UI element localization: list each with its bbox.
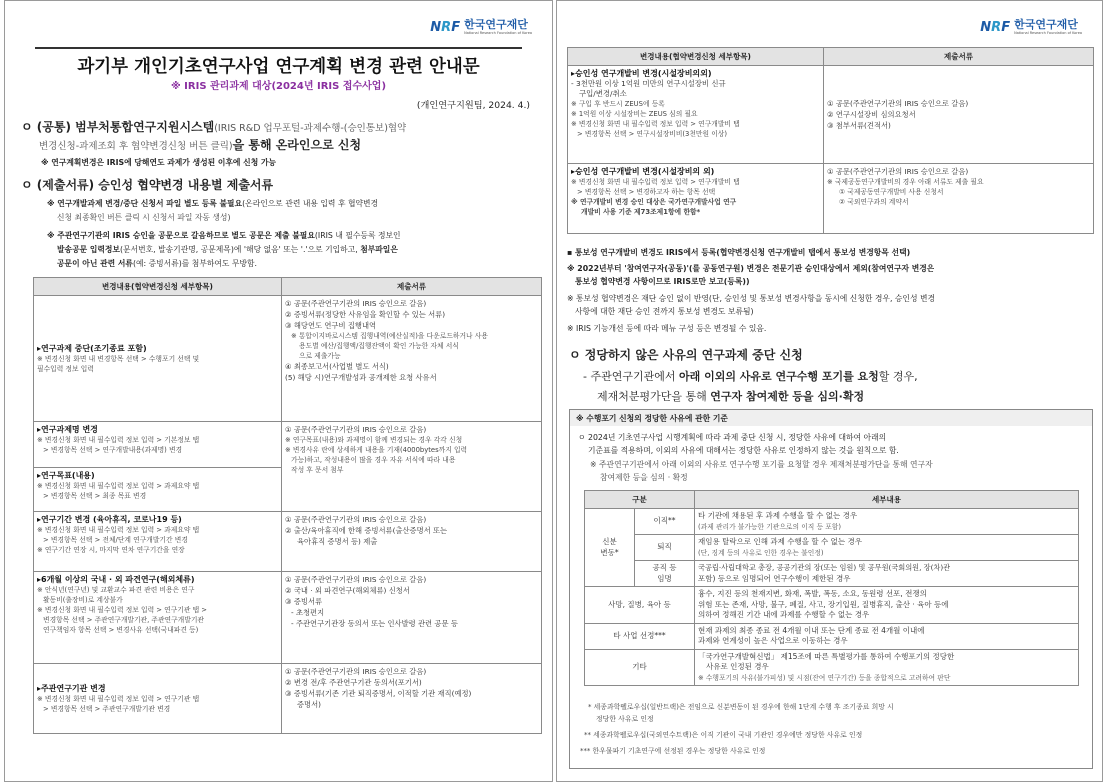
s3-l1c: 할 경우, xyxy=(878,370,918,383)
criteria-key: 기타 xyxy=(585,649,695,686)
row-sub: ※ 변경신청 화면 내 필수입력 정보 입력 > 연구개발비 탭 xyxy=(571,120,740,128)
row-sub: ※ 변경신청 화면 내 필수입력 정보 입력 > 과제요약 탭 xyxy=(37,482,200,490)
doc-item: ③ 증빙서류 xyxy=(285,597,323,606)
row-docs-cell xyxy=(282,296,542,422)
criteria-title: ※ 수행포기 신청의 정당한 사유에 관한 기준 xyxy=(576,414,728,423)
note-line: ▪ 통보성 연구개발비 변경도 IRIS에서 등록(협약변경신청 연구개발비 탭에서 통보성 변경항목 선택) xyxy=(567,248,911,257)
row-docs-cell xyxy=(282,512,542,572)
col-header-change: 변경내용(협약변경신청 세부항목) xyxy=(34,278,282,296)
s1-path2: 변경신청-과제조회 후 협약변경신청 버튼 클릭) xyxy=(39,141,233,152)
criteria-line: 타 기관에 채용된 후 과제 수행을 할 수 없는 경우 xyxy=(698,511,858,520)
org-name: 한국연구재단 xyxy=(464,18,528,31)
criteria-row xyxy=(585,561,1079,587)
row-sub: > 변경항목 선택 > 전체/단계 연구개발기간 변경 xyxy=(43,536,188,544)
doc-item: 육아휴직 증명서 등) 제출 xyxy=(297,537,378,546)
criteria-line: 사유로 인정된 경우 xyxy=(706,662,769,671)
doc-sub: ※ 국제공동연구개발비의 경우 아래 서류도 제출 필요 xyxy=(827,178,984,186)
doc-sub: ※ 통합이지바로시스템 집행내역(예산실적)을 다운로드하거나 사용 xyxy=(291,332,488,340)
row-change-cell xyxy=(34,468,282,512)
table-header-row xyxy=(34,278,542,296)
row-sub: 연구책임자 항목 선택 > 변경사유 선택(국내파견 등) xyxy=(43,626,199,634)
row-sub: 활동비(출장비)로 계상불가 xyxy=(43,596,123,604)
left-doc-table xyxy=(33,277,542,734)
criteria-row xyxy=(585,509,1079,535)
doc-item: ① 공문(주관연구기관의 IRIS 승인으로 갈음) xyxy=(827,99,969,108)
row-sub: ※ 변경신청 화면 내 필수입력 정보 입력 > 연구개발비 탭 xyxy=(571,178,740,186)
s2-heading xyxy=(21,177,273,193)
table-row xyxy=(34,512,542,572)
org-subname: National Research Foundation of Korea xyxy=(1014,31,1082,35)
criteria-p: 기준표를 적용하며, 이외의 사유에 대해서는 정당한 사유로 인정하지 않는 것을 원칙으로 함. xyxy=(588,446,899,455)
row-docs-cell xyxy=(282,664,542,734)
row-sub: ※ 변경신청 화면 내 필수입력 정보 입력 > 연구기관 탭 > xyxy=(37,606,208,614)
doc-item: ③ 해당연도 연구비 집행내역 xyxy=(285,321,377,330)
doc-sub: ※ 변경사유 란에 상세하게 내용을 기재(4000bytes까지 입력 xyxy=(285,446,468,454)
row-docs-cell xyxy=(282,572,542,664)
s2-note1 xyxy=(47,198,378,209)
org-subname: National Research Foundation of Korea xyxy=(464,31,532,35)
doc-item: ① 공문(주관연구기관의 IRIS 승인으로 갈음) xyxy=(285,299,427,308)
criteria-p: ※ 주관연구기관에서 아래 이외의 사유로 연구수행 포기를 요청할 경우 제재처분평가단을 통해 연구자 xyxy=(590,460,933,469)
s1-label: (공통) 범부처통합연구지원시스템 xyxy=(36,120,215,134)
criteria-value xyxy=(695,535,1079,561)
s2-n1a: ※ 연구개발과제 변경/중단 신청서 파일 별도 등록 불필요 xyxy=(47,199,243,208)
criteria-line: 재임용 탈락으로 인해 과제 수행을 할 수 없는 경우 xyxy=(698,537,862,546)
criteria-line: 「국가연구개발혁신법」 제15조에 따른 특별평가를 통하여 수행포기의 정당한 xyxy=(698,651,955,661)
footnote: * 세종과학펠로우십(일반트랙)은 전임으로 신분변동이 된 경우에 한해 1단계 수행 후 조기종료 희망 시 xyxy=(588,703,894,711)
criteria-value xyxy=(695,509,1079,535)
row-sub: 구입/변경/취소 xyxy=(579,89,627,98)
row-red-note: 개발비 사용 기준 제73조제1항에 한함* xyxy=(581,208,701,216)
page-right xyxy=(556,0,1103,782)
row-docs-cell xyxy=(824,66,1094,164)
row-docs-cell xyxy=(824,164,1094,234)
table-row xyxy=(568,66,1094,164)
s1-path: (IRIS R&D 업무포털-과제수행-(승인통보)협약 xyxy=(214,123,407,134)
doc-item: ② 출산/육아휴직에 한해 증빙서류(출산증명서 또는 xyxy=(285,526,448,535)
row-sub: - 3천만원 이상 1억원 미만의 연구시설장비 신규 xyxy=(571,79,726,88)
doc-sub: ② 국외연구과의 계약서 xyxy=(839,198,909,206)
doc-item: ① 공문(주관연구기관의 IRIS 승인으로 갈음) xyxy=(285,667,427,676)
doc-item: ③ 증빙서류(기존 기관 퇴직증명서, 이적할 기관 재직(예정) xyxy=(285,689,472,698)
criteria-line: 포함) 등으로 임명되어 연구수행이 제한된 경우 xyxy=(698,573,851,583)
criteria-key: 퇴직 xyxy=(635,535,695,561)
s2-n2g: (예: 증빙서류)를 첨부하여도 무방함. xyxy=(132,259,258,268)
criteria-header-row xyxy=(585,491,1079,509)
row-red-note: ※ 연구개발비 변경 승인 대상은 국가연구개발사업 연구 xyxy=(571,198,737,206)
row-change-cell xyxy=(34,572,282,664)
doc-item: - 초청편지 xyxy=(291,608,325,617)
criteria-col-category: 구분 xyxy=(585,491,695,509)
s1-line1 xyxy=(21,119,406,137)
s3-l1b: 아래 이외의 사유로 연구수행 포기를 요청 xyxy=(678,370,879,383)
nrf-logo-icon: NRF xyxy=(430,19,461,35)
criteria-key: 사망, 질병, 육아 등 xyxy=(585,587,695,624)
criteria-line: 과제와 연계성이 높은 사업으로 이동하는 경우 xyxy=(698,636,848,645)
criteria-value xyxy=(695,649,1079,686)
doc-item: (5) 해당 시)연구개발성과 공개제한 요청 사유서 xyxy=(285,373,437,382)
s2-note1-cont: 신청 최종확인 버튼 클릭 시 신청서 파일 자동 생성) xyxy=(57,213,231,222)
s3-line2 xyxy=(597,389,864,405)
doc-item: ③ 첨부서류(견적서) xyxy=(827,121,891,130)
row-title: ▸연구과제명 변경 xyxy=(37,425,98,434)
s2-title: (제출서류) 승인성 협약변경 내용별 제출서류 xyxy=(36,178,274,192)
s2-n1b: (온라인으로 관련 내용 입력 후 협약변경 xyxy=(242,199,379,208)
page-subtitle: ※ IRIS 관리과제 대상(2024년 IRIS 접수사업) xyxy=(170,81,387,92)
s2-note2 xyxy=(47,230,401,241)
row-title: ▸승인성 연구개발비 변경(시설장비의외) xyxy=(571,69,712,78)
criteria-value xyxy=(695,623,1079,649)
doc-sub: 용도별 예산/집행액/집행잔액이 확인 가능한 자체 서식 xyxy=(299,342,459,350)
criteria-key: 타 사업 선정*** xyxy=(585,623,695,649)
s3-l1a: - 주관연구기관에서 xyxy=(583,370,679,383)
bullet: ㅇ xyxy=(21,120,33,134)
s2-n2e: 첨부파일은 xyxy=(360,245,398,254)
row-change-cell xyxy=(34,296,282,422)
row-sub: > 변경항목 선택 > 변경하고자 하는 항목 선택 xyxy=(577,188,716,196)
table-row xyxy=(34,664,542,734)
doc-item: ① 공문(주관연구기관의 IRIS 승인으로 갈음) xyxy=(285,515,427,524)
doc-item: ① 공문(주관연구기관의 IRIS 승인으로 갈음) xyxy=(827,167,969,176)
doc-sub: 작성 후 문서 첨부 xyxy=(291,466,344,474)
doc-item: ② 국내 · 외 파견연구(해외체류) 신청서 xyxy=(285,586,410,595)
col-header-docs: 제출서류 xyxy=(282,278,542,296)
bullet: ㅇ xyxy=(21,178,33,192)
criteria-p: 참여제한 등을 심의 · 확정 xyxy=(600,473,688,482)
s1-line2 xyxy=(39,137,361,155)
s3-heading: ㅇ 정당하지 않은 사유의 연구과제 중단 신청 xyxy=(569,348,803,362)
table-header-row xyxy=(568,48,1094,66)
criteria-value xyxy=(695,587,1079,624)
right-doc-table xyxy=(567,47,1094,234)
row-sub: 필수입력 정보 입력 xyxy=(37,365,94,373)
row-sub: ※ 안식년(연구년) 및 교환교수 파견 관련 비용은 연구 xyxy=(37,586,195,594)
criteria-row xyxy=(585,649,1079,686)
doc-date: (개인연구지원팀, 2024. 4.) xyxy=(416,100,530,111)
row-docs-cell xyxy=(282,422,542,512)
s1-online: 온라인으로 신청 xyxy=(275,138,362,152)
s2-n2d: (문서번호, 발송기관명, 공문제목)에 '해당 없음' 또는 '.'으로 기입하고, xyxy=(119,245,361,254)
criteria-box xyxy=(569,409,1093,769)
criteria-line: 흉수, 지진 등의 천재지변, 화재, 폭발, 폭동, 소요, 동원령 선포, 전쟁의 xyxy=(698,589,927,598)
criteria-row xyxy=(585,623,1079,649)
org-name: 한국연구재단 xyxy=(1014,18,1078,31)
doc-sub: 으로 제출가능 xyxy=(299,352,341,360)
title-rule xyxy=(35,47,522,49)
page-title: 과기부 개인기초연구사업 연구계획 변경 관련 안내문 xyxy=(77,57,480,77)
row-sub: ※ 변경신청 화면 내 필수입력 정보 입력 > 연구기관 탭 xyxy=(37,695,200,703)
doc-sub: ① 국제공동연구개발비 사용 신청서 xyxy=(839,188,944,196)
note-line: ※ IRIS 기능개선 등에 따라 메뉴 구성 등은 변경될 수 있음. xyxy=(567,324,767,333)
footnote: *** 한우물파기 기초연구에 선정된 경우는 정당한 사유로 인정 xyxy=(580,747,766,755)
s3-l2b: 연구자 참여제한 등을 심의·확정 xyxy=(710,390,865,403)
doc-sub: ※ 연구목표(내용)와 과제명이 함께 변경되는 경우 각각 신청 xyxy=(285,436,463,444)
doc-item: 증명서) xyxy=(297,700,321,709)
criteria-p: ㅇ 2024년 기초연구사업 시행계획에 따라 과제 중단 신청 시, 정당한 사유에 대하여 아래의 xyxy=(578,433,887,442)
criteria-line: 현재 과제의 최종 종료 전 4개월 이내 또는 단계 종료 전 4개월 이내에 xyxy=(698,625,925,635)
criteria-line: 국공립·사립대학교 총장, 공공기관의 장(또는 임원) 및 공무원(국회의원, 장(차)관 xyxy=(698,563,951,572)
note-line: ※ 2022년부터 '참여연구자(공동)'(를 공동연구원) 변경은 전문기관 승인대상에서 제외(참여연구자 변경은 xyxy=(567,264,935,273)
row-change-cell xyxy=(34,422,282,468)
s2-n2c: 발송공문 입력정보 xyxy=(57,245,120,254)
footnote: 정당한 사유로 인정 xyxy=(596,715,654,723)
criteria-line: (단, 징계 등의 사유로 인한 경우는 불인정) xyxy=(698,548,824,557)
s2-note2-cont xyxy=(57,244,398,255)
s2-note2-cont2 xyxy=(57,258,257,269)
criteria-row xyxy=(585,535,1079,561)
doc-item: ② 연구시설장비 심의요청서 xyxy=(827,110,916,119)
doc-sub: 가능)하고, 작성내용이 많을 경우 자유 서식에 따라 내용 xyxy=(291,456,456,464)
row-title: ▸연구기간 변경 (육아휴직, 코로나19 등) xyxy=(37,515,182,524)
note-line: 사항에 대한 재단 승인 전까지 통보성 변경도 보류됨) xyxy=(575,307,754,316)
criteria-key: 이직** xyxy=(635,509,695,535)
nrf-logo-icon: NRF xyxy=(980,19,1011,35)
criteria-key: 공직 등 임명 xyxy=(635,561,695,587)
row-sub: ※ 변경신청 화면 내 변경항목 선택 > 수행포기 선택 및 xyxy=(37,355,200,363)
row-title: ▸6개월 이상의 국내 · 외 파견연구(해외체류) xyxy=(37,575,195,584)
footnote: ** 세종과학펠로우십(국외연수트랙)은 이직 기관이 국내 기관인 경우에만 정당한 사유로 인정 xyxy=(584,731,863,739)
row-title: ▸연구과제 중단(조기종료 포함) xyxy=(37,344,147,353)
row-sub: > 변경항목 선택 > 주관연구개발기관 변경 xyxy=(43,705,171,713)
org-logo xyxy=(980,19,1082,36)
row-sub: > 변경항목 선택 > 최종 목표 변경 xyxy=(43,492,147,500)
row-sub: > 변경항목 선택 > 연구개발내용(과제명) 변경 xyxy=(43,446,183,454)
col-header-docs: 제출서류 xyxy=(824,48,1094,66)
criteria-value xyxy=(695,561,1079,587)
table-row xyxy=(34,296,542,422)
criteria-line: 위험 또는 존재, 사망, 불구, 폐질, 사고, 장기입원, 질병휴직, 출산 · 육아 등에 xyxy=(698,599,949,609)
criteria-line: 의하여 정해진 기간 내에 과제를 수행할 수 없는 경우 xyxy=(698,610,870,619)
criteria-line: (과제 관리가 불가능한 기관으로의 이직 등 포함) xyxy=(698,522,842,531)
col-header-change: 변경내용(협약변경신청 세부항목) xyxy=(568,48,824,66)
row-title: ▸연구목표(내용) xyxy=(37,471,95,480)
row-title: ▸주관연구기관 변경 xyxy=(37,684,106,693)
s1-note: ※ 연구계획변경은 IRIS에 당해연도 과제가 생성된 이후에 신청 가능 xyxy=(41,158,277,167)
table-row xyxy=(34,422,542,468)
row-change-cell xyxy=(568,164,824,234)
s2-n2a: ※ 주관연구기관의 IRIS 승인을 공문으로 갈음하므로 별도 공문은 제출 불필요 xyxy=(47,231,315,240)
criteria-line: ※ 수행포기의 사유(불가피성) 및 시점(잔여 연구기간) 등을 종합적으로 고려하여 판단 xyxy=(698,673,951,682)
row-change-cell xyxy=(34,664,282,734)
row-sub: ※ 변경신청 화면 내 필수입력 정보 입력 > 과제요약 탭 xyxy=(37,526,200,534)
s1-mid: 을 통해 xyxy=(232,138,276,152)
criteria-col-detail: 세부내용 xyxy=(695,491,1079,509)
s3-line1 xyxy=(583,369,918,385)
criteria-row xyxy=(585,587,1079,624)
row-sub: ※ 구입 후 반드시 ZEUS에 등록 xyxy=(571,100,665,108)
doc-item: - 주관연구기관장 동의서 또는 인사발령 관련 공문 등 xyxy=(291,619,458,628)
row-change-cell xyxy=(34,512,282,572)
row-sub: 변경항목 선택 > 주관연구개발기관, 주관연구개발기관 xyxy=(43,616,204,624)
note-line: ※ 통보성 협약변경은 재단 승인 없이 반영(단, 승인성 및 통보성 변경사항을 동시에 신청한 경우, 승인성 변경 xyxy=(567,294,936,303)
table-row xyxy=(34,572,542,664)
note-line: 통보성 협약변경 사항이므로 IRIS로만 보고(등록)) xyxy=(575,277,750,286)
row-sub: ※ 1억원 이상 시설장비는 ZEUS 심의 필요 xyxy=(571,110,698,118)
org-logo xyxy=(430,19,532,36)
doc-item: ② 변경 전/후 주관연구기관 동의서(포기서) xyxy=(285,678,422,687)
s2-n2f: 공문이 아닌 관련 서류 xyxy=(57,259,133,268)
doc-item: ① 공문(주관연구기관의 IRIS 승인으로 갈음) xyxy=(285,425,427,434)
table-row xyxy=(568,164,1094,234)
row-sub: > 변경항목 선택 > 연구시설장비비(3천만원 이상) xyxy=(577,130,728,138)
group-status-change: 신분 변동* xyxy=(585,509,635,587)
row-sub: ※ 변경신청 화면 내 필수입력 정보 입력 > 기본정보 탭 xyxy=(37,436,200,444)
doc-item: ② 증빙서류(정당한 사유임을 확인할 수 있는 서류) xyxy=(285,310,446,319)
row-title: ▸승인성 연구개발비 변경(시설장비의 외) xyxy=(571,167,715,176)
row-sub: ※ 연구기간 연장 시, 마지막 연차 연구기간을 연장 xyxy=(37,546,185,554)
row-change-cell xyxy=(568,66,824,164)
s2-n2b: (IRIS 내 필수등록 정보인 xyxy=(314,231,401,240)
s3-l2a: 제재처분평가단을 통해 xyxy=(597,390,711,403)
doc-item: ① 공문(주관연구기관의 IRIS 승인으로 갈음) xyxy=(285,575,427,584)
page-left xyxy=(4,0,553,782)
criteria-table xyxy=(584,490,1079,686)
doc-item: ④ 최종보고서(사업별 별도 서식) xyxy=(285,362,389,371)
